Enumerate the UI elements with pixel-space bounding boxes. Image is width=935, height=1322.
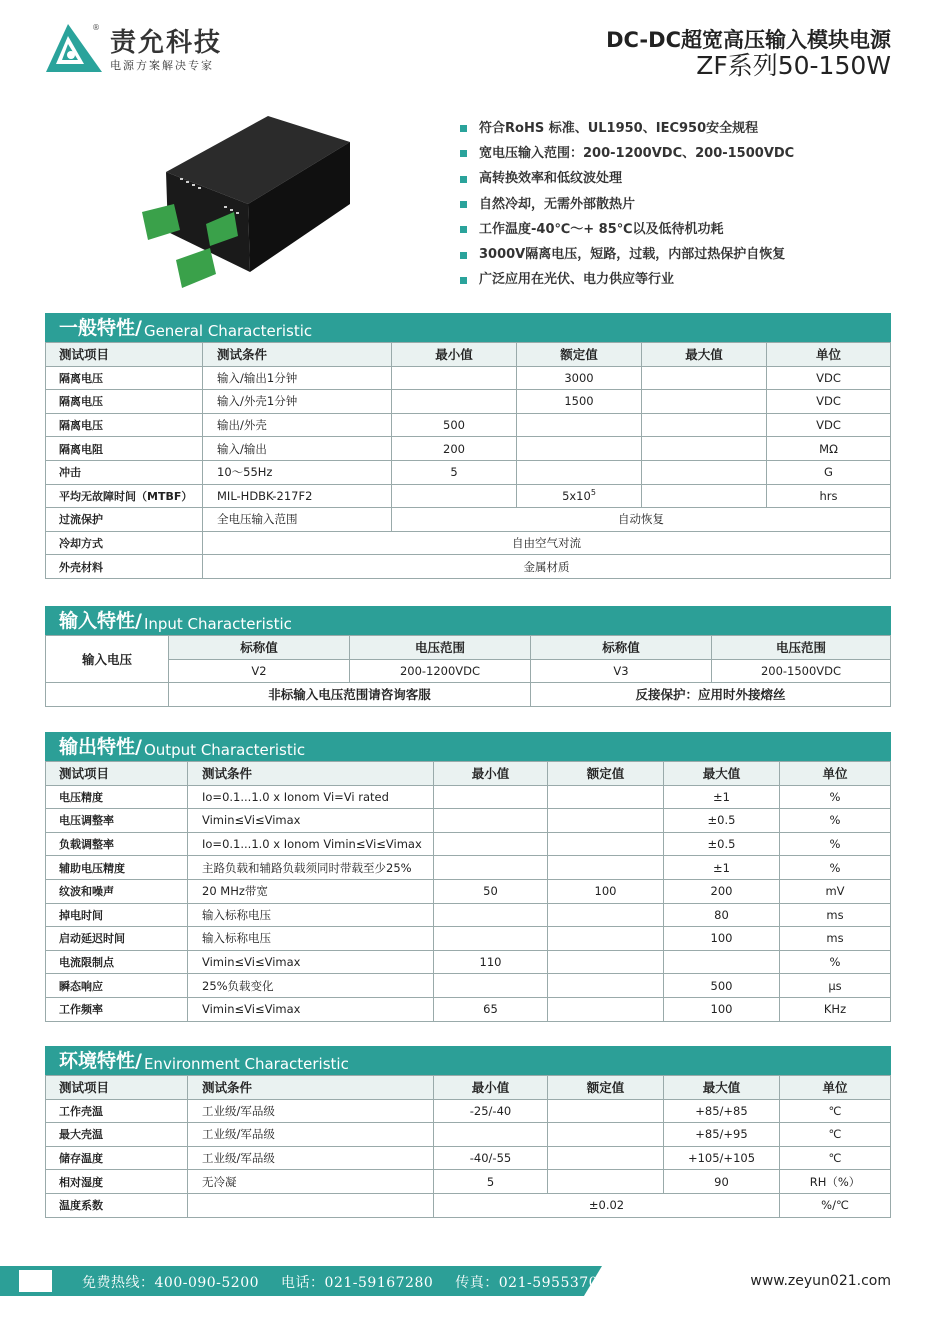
product-image: [138, 112, 368, 297]
table-row: 电流限制点 Vimin≤Vi≤Vimax 110 %: [46, 950, 891, 974]
table-header-row: 测试项目 测试条件 最小值 额定值 最大值 单位: [46, 1076, 891, 1100]
feature-list: [460, 116, 794, 293]
brand-name: 责允科技: [110, 28, 223, 58]
table-row: 最大壳温 工业级/军品级 +85/+95 ℃: [46, 1123, 891, 1147]
input-table: [45, 635, 891, 707]
section-header: 一般特性/ General Characteristic: [45, 313, 891, 342]
table-row: 启动延迟时间 输入标称电压 100 ms: [46, 927, 891, 951]
square-bullet-icon: [460, 252, 467, 259]
square-bullet-icon: [460, 176, 467, 183]
footer-contacts: [82, 1272, 629, 1292]
table-row-overcurrent: 过流保护 全电压输入范围 自动恢复: [46, 508, 891, 532]
table-row: 工作壳温 工业级/军品级 -25/-40 +85/+85 ℃: [46, 1099, 891, 1123]
input-section: [45, 606, 891, 707]
footer-website-link[interactable]: www.zeyun021.com: [750, 1273, 891, 1289]
table-header-row: 输入电压 标称值 电压范围 标称值 电压范围: [46, 636, 891, 660]
table-row: V2 200-1200VDC V3 200-1500VDC: [46, 659, 891, 683]
table-row: 纹波和噪声 20 MHz带宽 50 100 200 mV: [46, 879, 891, 903]
footer-fax: 传真：021-59553702: [455, 1275, 608, 1291]
table-row-shell: 外壳材料 金属材质: [46, 555, 891, 579]
environment-table: [45, 1075, 891, 1218]
brand-tagline: 电源方案解决专家: [110, 59, 214, 72]
table-row-cooling: 冷却方式 自由空气对流: [46, 531, 891, 555]
table-row: 隔离电压 输入/输出1分钟 3000 VDC: [46, 366, 891, 390]
table-row-mtbf: 平均无故障时间（MTBF） MIL-HDBK-217F2 $5x10^5$ hrs: [46, 484, 891, 508]
feature-item: 3000V隔离电压，短路，过载，内部过热保护自恢复: [460, 242, 794, 267]
square-bullet-icon: [460, 125, 467, 132]
feature-item: 广泛应用在光伏、电力供应等行业: [460, 268, 794, 293]
table-row: 隔离电压 输出/外壳 500 VDC: [46, 413, 891, 437]
registered-mark: ®: [92, 23, 100, 32]
table-row: 辅助电压精度 主路负载和辅路负载须同时带载至少25% ±1 %: [46, 856, 891, 880]
footer-phone: 电话：021-59167280: [281, 1275, 434, 1291]
output-table: [45, 761, 891, 1022]
feature-item: 自然冷却，无需外部散热片: [460, 192, 794, 217]
document-subtitle: ZF系列50-150W: [696, 51, 891, 80]
section-header: 输入特性/ Input Characteristic: [45, 606, 891, 635]
table-row: 相对湿度 无冷凝 5 90 RH（%）: [46, 1170, 891, 1194]
footer-square: [19, 1270, 52, 1292]
square-bullet-icon: [460, 226, 467, 233]
feature-item: 高转换效率和低纹波处理: [460, 167, 794, 192]
table-header-row: 测试项目 测试条件 最小值 额定值 最大值 单位: [46, 762, 891, 786]
footer-hotline: 免费热线：400-090-5200: [82, 1275, 260, 1291]
section-header: 环境特性/ Environment Characteristic: [45, 1046, 891, 1075]
table-row: 储存温度 工业级/军品级 -40/-55 +105/+105 ℃: [46, 1146, 891, 1170]
general-section: [45, 313, 891, 579]
table-row: 隔离电压 输入/外壳1分钟 1500 VDC: [46, 390, 891, 414]
square-bullet-icon: [460, 277, 467, 284]
table-row: 掉电时间 输入标称电压 80 ms: [46, 903, 891, 927]
feature-item: 宽电压输入范围：200-1200VDC、200-1500VDC: [460, 141, 794, 166]
feature-item: 工作温度-40℃～+ 85℃以及低待机功耗: [460, 217, 794, 242]
document-title: DC-DC超宽高压输入模块电源: [606, 28, 891, 52]
table-row: 隔离电阻 输入/输出 200 MΩ: [46, 437, 891, 461]
table-row: 工作频率 Vimin≤Vi≤Vimax 65 100 KHz: [46, 997, 891, 1021]
table-row: 冲击 10～55Hz 5 G: [46, 460, 891, 484]
output-section: [45, 732, 891, 1022]
table-row-temp-coef: 温度系数 ±0.02 %/℃: [46, 1193, 891, 1217]
table-row: 负载调整率 Io=0.1...1.0 x Ionom Vimin≤Vi≤Vimax ±0.5 %: [46, 832, 891, 856]
square-bullet-icon: [460, 201, 467, 208]
feature-item: 符合RoHS 标准、UL1950、IEC950安全规程: [460, 116, 794, 141]
section-header: 输出特性/ Output Characteristic: [45, 732, 891, 761]
table-row: 电压调整率 Vimin≤Vi≤Vimax ±0.5 %: [46, 809, 891, 833]
general-table: [45, 342, 891, 579]
environment-section: [45, 1046, 891, 1218]
table-row-notes: 非标输入电压范围请咨询客服 反接保护：应用时外接熔丝: [46, 683, 891, 707]
table-row: 瞬态响应 25%负载变化 500 μs: [46, 974, 891, 998]
table-row: 电压精度 Io=0.1...1.0 x Ionom Vi=Vi rated ±1 %: [46, 785, 891, 809]
table-header-row: 测试项目 测试条件 最小值 额定值 最大值 单位: [46, 343, 891, 367]
square-bullet-icon: [460, 150, 467, 157]
